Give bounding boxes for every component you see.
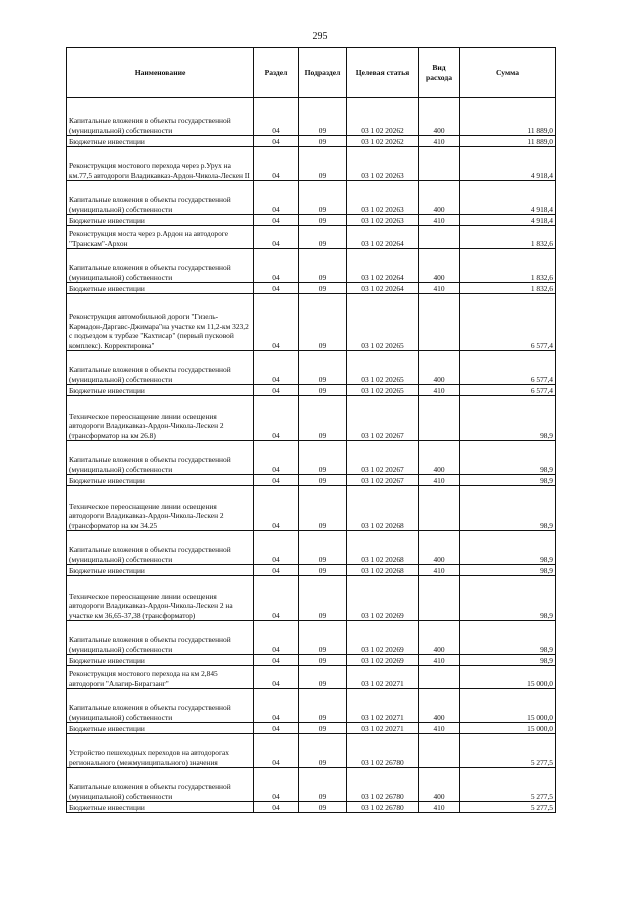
row-section: 04 bbox=[254, 136, 299, 147]
row-amount: 15 000,0 bbox=[460, 666, 556, 689]
row-section: 04 bbox=[254, 215, 299, 226]
row-section: 04 bbox=[254, 666, 299, 689]
row-name: Капитальные вложения в объекты государственной (муниципальной) собственности bbox=[67, 689, 254, 723]
row-target: 03 1 02 26780 bbox=[347, 768, 419, 802]
row-subsection: 09 bbox=[299, 396, 347, 441]
row-target: 03 1 02 20264 bbox=[347, 226, 419, 249]
row-expense-type: 400 bbox=[419, 689, 460, 723]
row-subsection: 09 bbox=[299, 723, 347, 734]
row-section: 04 bbox=[254, 396, 299, 441]
row-subsection: 09 bbox=[299, 283, 347, 294]
table-row bbox=[67, 621, 556, 655]
table-row bbox=[67, 98, 556, 136]
row-target: 03 1 02 20271 bbox=[347, 666, 419, 689]
row-name: Реконструкция автомобильной дороги "Гизель-Кармадон-Даргавс-Джимара"на участке км 11,2-км 323,2 с подъездом к турбазе "Кахтисар" (первый пусковой комплекс). Корректировка" bbox=[67, 294, 254, 351]
row-target: 03 1 02 20264 bbox=[347, 283, 419, 294]
row-target: 03 1 02 20267 bbox=[347, 441, 419, 475]
row-subsection: 09 bbox=[299, 655, 347, 666]
row-name: Бюджетные инвестиции bbox=[67, 565, 254, 576]
table-row bbox=[67, 565, 556, 576]
row-subsection: 09 bbox=[299, 689, 347, 723]
row-name: Бюджетные инвестиции bbox=[67, 136, 254, 147]
row-name: Капитальные вложения в объекты государственной (муниципальной) собственности bbox=[67, 98, 254, 136]
row-expense-type: 410 bbox=[419, 136, 460, 147]
row-section: 04 bbox=[254, 294, 299, 351]
table-row bbox=[67, 802, 556, 813]
row-amount: 98,9 bbox=[460, 531, 556, 565]
table-row bbox=[67, 249, 556, 283]
row-target: 03 1 02 20262 bbox=[347, 98, 419, 136]
row-subsection: 09 bbox=[299, 666, 347, 689]
row-section: 04 bbox=[254, 385, 299, 396]
table-row bbox=[67, 475, 556, 486]
table-header-row bbox=[67, 48, 556, 98]
row-section: 04 bbox=[254, 249, 299, 283]
row-section: 04 bbox=[254, 351, 299, 385]
row-section: 04 bbox=[254, 486, 299, 531]
row-name: Капитальные вложения в объекты государственной (муниципальной) собственности bbox=[67, 441, 254, 475]
row-subsection: 09 bbox=[299, 147, 347, 181]
header-target: Целевая статья bbox=[347, 48, 419, 98]
table-row bbox=[67, 294, 556, 351]
row-expense-type: 400 bbox=[419, 621, 460, 655]
row-name: Реконструкция мостового перехода на км 2,845 автодороги "Алагир-Бирагзанг" bbox=[67, 666, 254, 689]
row-section: 04 bbox=[254, 147, 299, 181]
page-number: 295 bbox=[312, 31, 328, 42]
row-amount: 15 000,0 bbox=[460, 723, 556, 734]
row-amount: 1 832,6 bbox=[460, 283, 556, 294]
row-subsection: 09 bbox=[299, 475, 347, 486]
row-amount: 6 577,4 bbox=[460, 294, 556, 351]
row-expense-type bbox=[419, 396, 460, 441]
row-section: 04 bbox=[254, 181, 299, 215]
table-row bbox=[67, 689, 556, 723]
table-row bbox=[67, 666, 556, 689]
row-subsection: 09 bbox=[299, 226, 347, 249]
row-target: 03 1 02 20268 bbox=[347, 565, 419, 576]
row-subsection: 09 bbox=[299, 351, 347, 385]
row-name: Капитальные вложения в объекты государственной (муниципальной) собственности bbox=[67, 351, 254, 385]
row-section: 04 bbox=[254, 576, 299, 621]
row-target: 03 1 02 20268 bbox=[347, 486, 419, 531]
row-target: 03 1 02 20265 bbox=[347, 351, 419, 385]
row-section: 04 bbox=[254, 723, 299, 734]
row-name: Капитальные вложения в объекты государственной (муниципальной) собственности bbox=[67, 621, 254, 655]
row-name: Техническое переоснащение линии освещения автодороги Владикавказ-Ардон-Чикола-Лескен 2 (трансформатор на км 26.8) bbox=[67, 396, 254, 441]
row-amount: 98,9 bbox=[460, 486, 556, 531]
row-subsection: 09 bbox=[299, 249, 347, 283]
row-subsection: 09 bbox=[299, 768, 347, 802]
row-target: 03 1 02 20269 bbox=[347, 576, 419, 621]
row-amount: 6 577,4 bbox=[460, 385, 556, 396]
row-expense-type: 410 bbox=[419, 802, 460, 813]
row-amount: 98,9 bbox=[460, 441, 556, 475]
header-amount: Сумма bbox=[460, 48, 556, 98]
table-row bbox=[67, 147, 556, 181]
header-expense-type: Вид расхода bbox=[419, 48, 460, 98]
row-name: Капитальные вложения в объекты государственной (муниципальной) собственности bbox=[67, 249, 254, 283]
table-row bbox=[67, 181, 556, 215]
header-name: Наименование bbox=[67, 48, 254, 98]
row-target: 03 1 02 20265 bbox=[347, 294, 419, 351]
row-amount: 11 889,0 bbox=[460, 98, 556, 136]
row-subsection: 09 bbox=[299, 215, 347, 226]
row-amount: 5 277,5 bbox=[460, 768, 556, 802]
row-expense-type: 400 bbox=[419, 351, 460, 385]
row-section: 04 bbox=[254, 531, 299, 565]
row-amount: 6 577,4 bbox=[460, 351, 556, 385]
row-name: Бюджетные инвестиции bbox=[67, 385, 254, 396]
table-row bbox=[67, 215, 556, 226]
row-expense-type: 410 bbox=[419, 385, 460, 396]
row-amount: 15 000,0 bbox=[460, 689, 556, 723]
row-section: 04 bbox=[254, 441, 299, 475]
row-expense-type: 400 bbox=[419, 531, 460, 565]
row-name: Капитальные вложения в объекты государственной (муниципальной) собственности bbox=[67, 768, 254, 802]
row-section: 04 bbox=[254, 655, 299, 666]
header-subsection: Подраздел bbox=[299, 48, 347, 98]
row-expense-type bbox=[419, 486, 460, 531]
row-amount: 98,9 bbox=[460, 655, 556, 666]
row-expense-type: 400 bbox=[419, 441, 460, 475]
row-expense-type bbox=[419, 294, 460, 351]
table-row bbox=[67, 723, 556, 734]
row-target: 03 1 02 26780 bbox=[347, 802, 419, 813]
row-amount: 11 889,0 bbox=[460, 136, 556, 147]
row-name: Реконструкция мостового перехода через р.Урух на км.77,5 автодороги Владикавказ-Ардон-Чикола-Лескен II bbox=[67, 147, 254, 181]
row-subsection: 09 bbox=[299, 531, 347, 565]
row-subsection: 09 bbox=[299, 734, 347, 768]
row-name: Капитальные вложения в объекты государственной (муниципальной) собственности bbox=[67, 531, 254, 565]
row-subsection: 09 bbox=[299, 98, 347, 136]
row-target: 03 1 02 20265 bbox=[347, 385, 419, 396]
row-amount: 98,9 bbox=[460, 475, 556, 486]
table-row bbox=[67, 351, 556, 385]
row-subsection: 09 bbox=[299, 181, 347, 215]
row-subsection: 09 bbox=[299, 385, 347, 396]
row-name: Бюджетные инвестиции bbox=[67, 723, 254, 734]
table-row bbox=[67, 226, 556, 249]
row-amount: 4 918,4 bbox=[460, 215, 556, 226]
row-target: 03 1 02 20269 bbox=[347, 655, 419, 666]
row-name: Устройство пешеходных переходов на автодорогах регионального (межмуниципального) значения bbox=[67, 734, 254, 768]
table-row bbox=[67, 768, 556, 802]
table-row bbox=[67, 396, 556, 441]
table-row bbox=[67, 655, 556, 666]
row-section: 04 bbox=[254, 565, 299, 576]
row-amount: 4 918,4 bbox=[460, 147, 556, 181]
row-subsection: 09 bbox=[299, 441, 347, 475]
row-subsection: 09 bbox=[299, 486, 347, 531]
table-row bbox=[67, 734, 556, 768]
row-name: Капитальные вложения в объекты государственной (муниципальной) собственности bbox=[67, 181, 254, 215]
row-amount: 5 277,5 bbox=[460, 802, 556, 813]
row-target: 03 1 02 20262 bbox=[347, 136, 419, 147]
table-row bbox=[67, 576, 556, 621]
table-body bbox=[67, 98, 556, 813]
row-section: 04 bbox=[254, 734, 299, 768]
row-expense-type: 400 bbox=[419, 181, 460, 215]
row-name: Бюджетные инвестиции bbox=[67, 283, 254, 294]
row-name: Техническое переоснащение линии освещения автодороги Владикавказ-Ардон-Чикола-Лескен 2 (трансформатор на км 34.25 bbox=[67, 486, 254, 531]
row-target: 03 1 02 26780 bbox=[347, 734, 419, 768]
row-amount: 4 918,4 bbox=[460, 181, 556, 215]
row-amount: 98,9 bbox=[460, 565, 556, 576]
header-section: Раздел bbox=[254, 48, 299, 98]
row-section: 04 bbox=[254, 475, 299, 486]
row-section: 04 bbox=[254, 226, 299, 249]
row-section: 04 bbox=[254, 283, 299, 294]
row-expense-type: 410 bbox=[419, 565, 460, 576]
row-amount: 98,9 bbox=[460, 396, 556, 441]
row-target: 03 1 02 20269 bbox=[347, 621, 419, 655]
row-amount: 98,9 bbox=[460, 576, 556, 621]
row-subsection: 09 bbox=[299, 576, 347, 621]
row-name: Техническое переоснащение линии освещения автодороги Владикавказ-Ардон-Чикола-Лескен 2 на участке км 36,65-37,38 (трансформатор) bbox=[67, 576, 254, 621]
row-expense-type: 410 bbox=[419, 655, 460, 666]
row-expense-type: 410 bbox=[419, 215, 460, 226]
row-subsection: 09 bbox=[299, 802, 347, 813]
row-section: 04 bbox=[254, 621, 299, 655]
row-expense-type bbox=[419, 576, 460, 621]
row-subsection: 09 bbox=[299, 565, 347, 576]
row-expense-type bbox=[419, 666, 460, 689]
row-expense-type: 410 bbox=[419, 283, 460, 294]
row-target: 03 1 02 20267 bbox=[347, 475, 419, 486]
row-name: Бюджетные инвестиции bbox=[67, 655, 254, 666]
row-amount: 98,9 bbox=[460, 621, 556, 655]
budget-table bbox=[66, 47, 556, 813]
row-expense-type: 410 bbox=[419, 723, 460, 734]
row-expense-type bbox=[419, 226, 460, 249]
row-expense-type bbox=[419, 734, 460, 768]
row-amount: 1 832,6 bbox=[460, 249, 556, 283]
row-target: 03 1 02 20264 bbox=[347, 249, 419, 283]
row-section: 04 bbox=[254, 802, 299, 813]
row-amount: 5 277,5 bbox=[460, 734, 556, 768]
row-target: 03 1 02 20268 bbox=[347, 531, 419, 565]
row-target: 03 1 02 20263 bbox=[347, 215, 419, 226]
row-target: 03 1 02 20263 bbox=[347, 181, 419, 215]
table-row bbox=[67, 385, 556, 396]
row-expense-type: 400 bbox=[419, 249, 460, 283]
row-target: 03 1 02 20267 bbox=[347, 396, 419, 441]
row-amount: 1 832,6 bbox=[460, 226, 556, 249]
row-name: Бюджетные инвестиции bbox=[67, 215, 254, 226]
row-subsection: 09 bbox=[299, 294, 347, 351]
row-target: 03 1 02 20271 bbox=[347, 723, 419, 734]
row-subsection: 09 bbox=[299, 136, 347, 147]
row-target: 03 1 02 20271 bbox=[347, 689, 419, 723]
row-name: Реконструкция моста через р.Ардон на автодороге "Транскам"-Архон bbox=[67, 226, 254, 249]
row-section: 04 bbox=[254, 689, 299, 723]
table-row bbox=[67, 486, 556, 531]
table-row bbox=[67, 283, 556, 294]
table-row bbox=[67, 531, 556, 565]
table-row bbox=[67, 136, 556, 147]
row-expense-type: 400 bbox=[419, 768, 460, 802]
row-section: 04 bbox=[254, 98, 299, 136]
row-expense-type: 410 bbox=[419, 475, 460, 486]
table-row bbox=[67, 441, 556, 475]
row-section: 04 bbox=[254, 768, 299, 802]
row-expense-type bbox=[419, 147, 460, 181]
row-name: Бюджетные инвестиции bbox=[67, 475, 254, 486]
row-name: Бюджетные инвестиции bbox=[67, 802, 254, 813]
row-subsection: 09 bbox=[299, 621, 347, 655]
row-target: 03 1 02 20263 bbox=[347, 147, 419, 181]
row-expense-type: 400 bbox=[419, 98, 460, 136]
